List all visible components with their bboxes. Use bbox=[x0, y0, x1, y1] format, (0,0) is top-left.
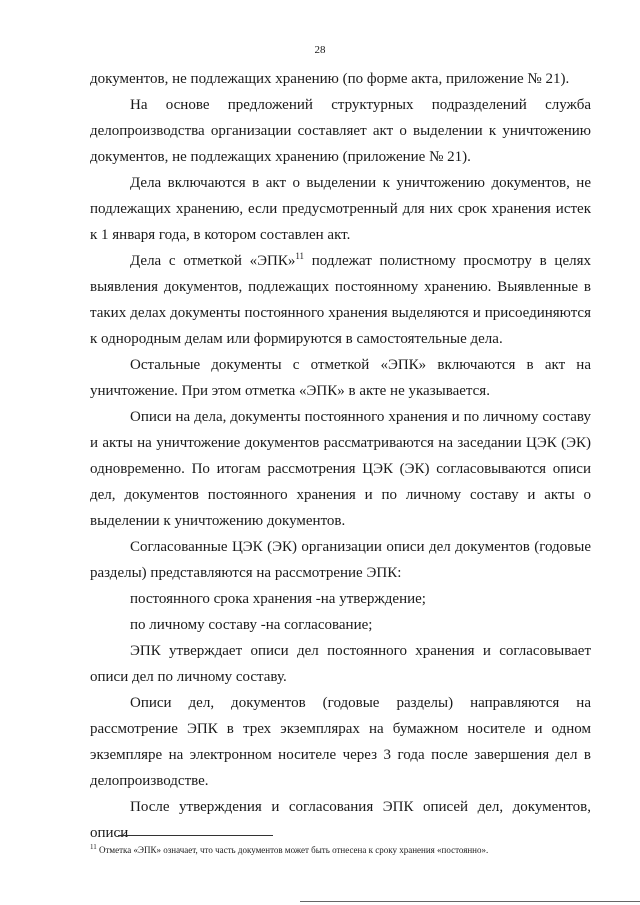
footnote-reference: 11 bbox=[295, 251, 305, 261]
paragraph-5: Остальные документы с отметкой «ЭПК» включаются в акт на уничтожение. При этом отметка «ЭПК» в акте не указывается. bbox=[90, 357, 591, 399]
paragraph-3: Дела включаются в акт о выделении к уничтожению документов, не подлежащих хранению, если предусмотренный для них срок хранения истек к 1 января года, в котором составлен акт. bbox=[90, 175, 591, 243]
paragraph-4-before: Дела с отметкой «ЭПК» bbox=[130, 253, 296, 269]
list-item-personnel: по личному составу -на согласование; bbox=[130, 617, 373, 633]
footnote-text: Отметка «ЭПК» означает, что часть документов может быть отнесена к сроку хранения «постоянно». bbox=[96, 845, 489, 855]
page-bottom-edge bbox=[300, 901, 640, 902]
paragraph-10: После утверждения и согласования ЭПК описей дел, документов, описи bbox=[90, 799, 591, 841]
footnote-divider bbox=[118, 835, 273, 836]
paragraph-8: ЭПК утверждает описи дел постоянного хранения и согласовывает описи дел по личному составу. bbox=[90, 643, 591, 685]
body-text bbox=[90, 66, 591, 846]
list-item-permanent: постоянного срока хранения -на утверждение; bbox=[130, 591, 426, 607]
paragraph-7: Согласованные ЦЭК (ЭК) организации описи дел документов (годовые разделы) представляются на рассмотрение ЭПК: bbox=[90, 539, 591, 581]
paragraph-9: Описи дел, документов (годовые разделы) направляются на рассмотрение ЭПК в трех экземплярах на бумажном носителе и одном экземпляре на электронном носителе через 3 года после завершения дел в делопроизводстве. bbox=[90, 695, 591, 789]
paragraph-4 bbox=[90, 248, 591, 352]
paragraph-4-after: подлежат полистному просмотру в целях выявления документов, подлежащих постоянному хранению. Выявленные в таких делах документы постоянного хранения выделяются и присоединяются к однородным делам или формируются в самостоятельные дела. bbox=[90, 253, 591, 347]
footnote-mark: 11 bbox=[90, 843, 97, 851]
footnote bbox=[90, 844, 610, 856]
paragraph-2: На основе предложений структурных подразделений служба делопроизводства организации составляет акт о выделении к уничтожению документов, не подлежащих хранению (приложение № 21). bbox=[90, 97, 591, 165]
paragraph-6: Описи на дела, документы постоянного хранения и по личному составу и акты на уничтожение документов рассматриваются на заседании ЦЭК (ЭК) одновременно. По итогам рассмотрения ЦЭК (ЭК) согласовываются описи дел, документов постоянного хранения и по личному составу и акты о выделении к уничтожению документов. bbox=[90, 409, 591, 529]
paragraph-1: документов, не подлежащих хранению (по форме акта, приложение № 21). bbox=[90, 71, 570, 87]
page-number: 28 bbox=[314, 44, 326, 56]
